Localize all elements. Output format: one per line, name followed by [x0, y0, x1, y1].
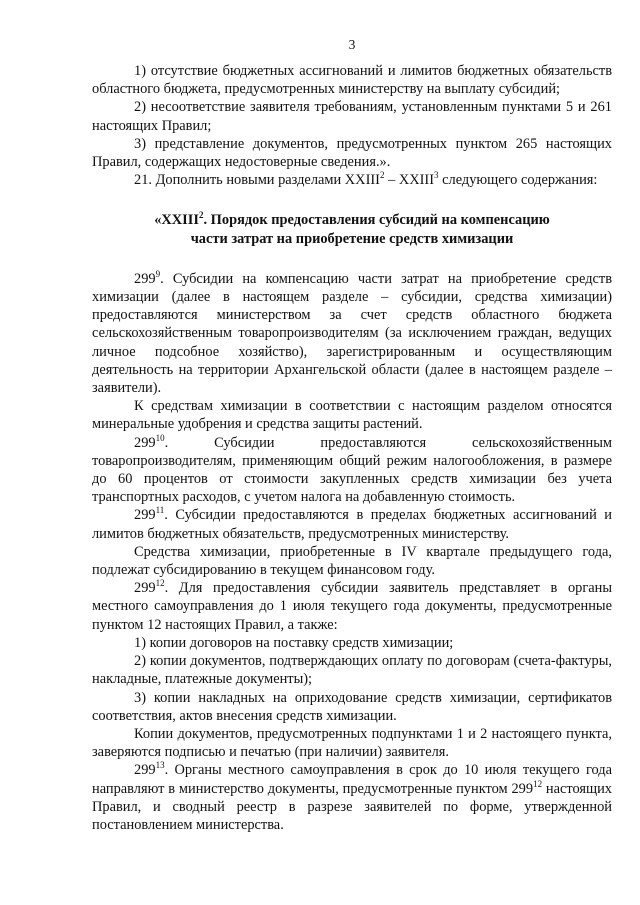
paragraph-text: . Субсидии на компенсацию части затрат на приобретение средств химизации (далее в настоящем разделе – субсидии, средства химизации) предоставляются министерством за счет средств областного бюджета сельскохозяйственным товаропроизводителям (за исключением граждан, ведущих личное подсобное хозяйство), зарегистрированным и осуществляющим деятельность на территории Архангельской области (далее в настоящем разделе – заявители). [92, 270, 612, 397]
paragraph-number: 299 [134, 434, 156, 451]
amendment-after: следующего содержания: [438, 172, 598, 189]
amendment-dash: – XXIII [384, 172, 435, 189]
paragraph-299-9 [92, 270, 612, 397]
amendment-paragraph [92, 171, 612, 189]
section-title-prefix: «XXIII [154, 212, 199, 229]
section-title-line-1: . Порядок предоставления субсидий на компенсацию [203, 212, 550, 229]
paragraph-q4: Средства химизации, приобретенные в IV квартале предыдущего года, подлежат субсидированию в текущем финансовом году. [92, 543, 612, 579]
paragraph-number: 299 [134, 580, 156, 597]
paragraph-number-sup: 13 [155, 760, 165, 771]
paragraph-chem-means: К средствам химизации в соответствии с настоящим разделом относятся минеральные удобрения и средства защиты растений. [92, 398, 612, 433]
subitem-2: 2) копии документов, подтверждающих оплату по договорам (счета-фактуры, накладные, платежные документы); [92, 653, 612, 688]
paragraph-number: 299 [134, 762, 156, 779]
paragraph-number: 299 [134, 270, 156, 287]
paragraph-number-sup: 10 [155, 432, 165, 443]
paragraph-299-10 [92, 434, 612, 507]
amendment-before: 21. Дополнить новыми разделами XXIII [134, 172, 380, 189]
amendment-sup-2: 3 [434, 170, 439, 181]
paragraph-text: . Для предоставления субсидии заявитель представляет в органы местного самоуправления до 1 июля текущего года документы, предусмотренные пунктом 12 настоящих Правил, а также: [92, 580, 612, 633]
paragraph-copies: Копии документов, предусмотренных подпунктами 1 и 2 настоящего пункта, заверяются подписью и печатью (при наличии) заявителя. [92, 725, 612, 761]
subitem-1: 1) копии договоров на поставку средств химизации; [134, 634, 454, 651]
paragraph-number-sup: 12 [155, 578, 165, 589]
section-title [92, 211, 612, 247]
reference-number-sup: 12 [533, 778, 543, 789]
section-title-line-2: части затрат на приобретение средств химизации [190, 230, 514, 247]
reference-number: 299 [511, 780, 534, 797]
paragraph-text-b: настоящих Правил, и сводный реестр в разрезе заявителей по форме, утвержденной постановлением министерства. [92, 780, 612, 833]
paragraph-number-sup: 9 [155, 268, 161, 279]
list-item-3: 3) представление документов, предусмотренных пунктом 265 настоящих Правил, содержащих недостоверные сведения.». [92, 135, 612, 171]
paragraph-text-a: . Органы местного самоуправления в срок до 10 июля текущего года направляют в министерство документы, предусмотренные пунктом [92, 762, 612, 797]
paragraph-299-13 [92, 761, 612, 834]
amendment-sup-1: 2 [379, 170, 385, 181]
paragraph-text: . Субсидии предоставляются сельскохозяйственным товаропроизводителям, применяющим общий режим налогообложения, в размере до 60 процентов от стоимости закупленных средств химизации без учета транспортных расходов, с учетом налога на добавленную стоимость. [92, 434, 612, 506]
subitem-3: 3) копии накладных на оприходование средств химизации, сертификатов соответствия, актов внесения средств химизации. [92, 689, 612, 724]
paragraph-number-sup: 11 [155, 505, 165, 516]
list-item-1: 1) отсутствие бюджетных ассигнований и лимитов бюджетных обязательств областного бюджета, предусмотренных министерству на выплату субсидий; [92, 63, 612, 98]
paragraph-299-11 [92, 506, 612, 542]
section-title-sup: 2 [198, 210, 204, 221]
paragraph-number: 299 [134, 507, 156, 524]
list-item-2: 2) несоответствие заявителя требованиям, установленным пунктами 5 и 261 настоящих Правил; [92, 99, 612, 134]
paragraph-299-12 [92, 579, 612, 634]
paragraph-text: . Субсидии предоставляются в пределах бюджетных ассигнований и лимитов бюджетных обязательств, предусмотренных министерству. [92, 507, 612, 542]
page-number: 3 [348, 37, 356, 52]
